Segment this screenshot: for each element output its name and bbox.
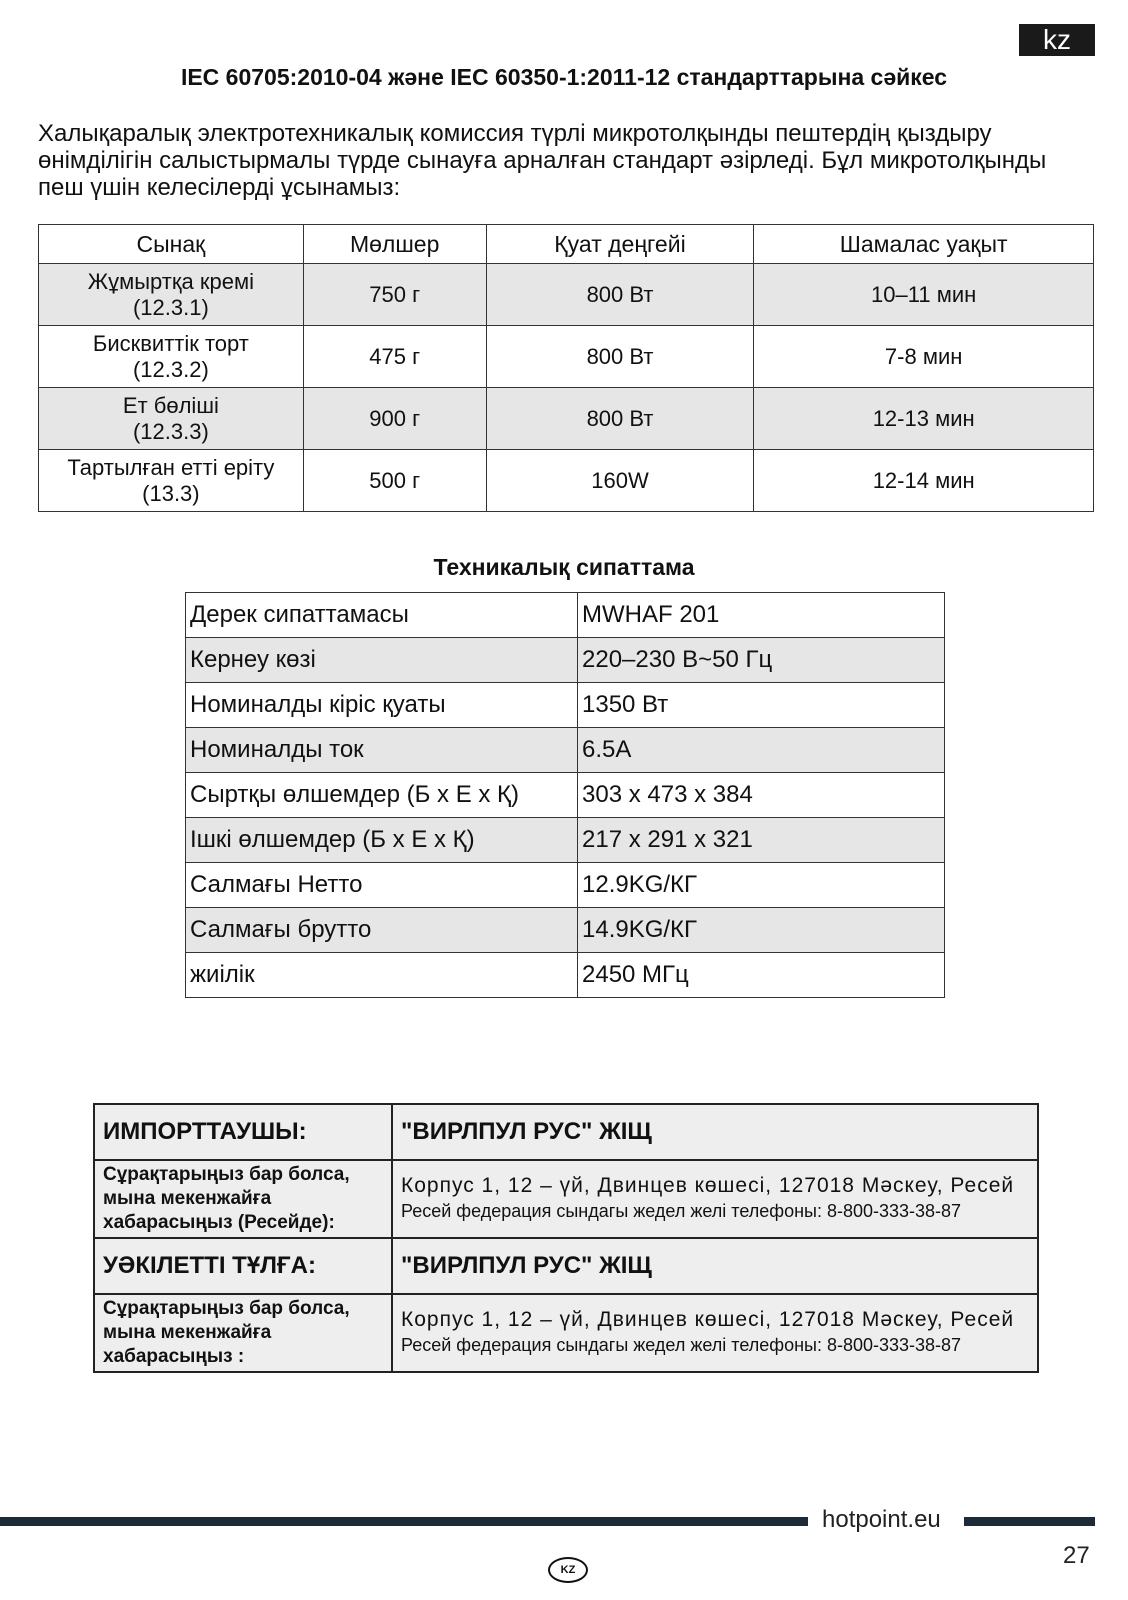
language-badge: kz <box>1019 24 1095 56</box>
page-number: 27 <box>1063 1542 1090 1569</box>
spec-label: Ішкі өлшемдер (Б х Е х Қ) <box>186 818 578 863</box>
test-name: Жұмыртқа кремі <box>87 268 254 294</box>
representative-label: УӘКІЛЕТТІ ТҰЛҒА: <box>94 1238 392 1294</box>
test-name-cell <box>39 264 304 326</box>
spec-row <box>186 773 945 818</box>
representative-phone: Ресей федерация сындагы жедел желі телефоны: 8-800-333-38-87 <box>401 1335 962 1355</box>
heating-tests-table <box>38 224 1094 512</box>
importer-address: Корпус 1, 12 – үй, Двинцев көшесі, 127018 Мәскеу, Ресей <box>401 1174 1015 1197</box>
test-name: Ет бөліші <box>122 392 219 418</box>
test-name-cell <box>39 326 304 388</box>
test-time: 12-13 мин <box>754 388 1094 450</box>
spec-label: жиілік <box>186 953 578 998</box>
spec-label: Номиналды ток <box>186 728 578 773</box>
test-amount: 900 г <box>303 388 486 450</box>
spec-value: 220–230 В~50 Гц <box>578 638 945 683</box>
spec-label: Салмағы Нетто <box>186 863 578 908</box>
brand-url: hotpoint.eu <box>822 1506 941 1533</box>
spec-row <box>186 818 945 863</box>
test-name-cell <box>39 450 304 512</box>
spec-value: 6.5A <box>578 728 945 773</box>
test-power: 160W <box>486 450 754 512</box>
footer-bar-right <box>964 1517 1095 1526</box>
spec-value: 217 x 291 x 321 <box>578 818 945 863</box>
test-amount: 475 г <box>303 326 486 388</box>
spec-row <box>186 863 945 908</box>
test-ref: (13.3) <box>142 480 200 506</box>
standard-title: IEC 60705:2010-04 және IEC 60350-1:2011-12 стандарттарына сәйкес <box>180 64 948 90</box>
column-header-time: Шамалас уақыт <box>754 225 1094 264</box>
test-name-cell <box>39 388 304 450</box>
technical-specs-title: Техникалық сипаттама <box>433 554 695 580</box>
spec-label: Номиналды кіріс қуаты <box>186 683 578 728</box>
spec-label: Сыртқы өлшемдер (Б х Е х Қ) <box>186 773 578 818</box>
spec-row <box>186 683 945 728</box>
table-row <box>39 326 1094 388</box>
importer-details-row <box>94 1160 1038 1238</box>
test-time: 7-8 мин <box>754 326 1094 388</box>
column-header-power: Қуат деңгейі <box>486 225 754 264</box>
spec-row <box>186 638 945 683</box>
spec-row <box>186 908 945 953</box>
test-ref: (12.3.3) <box>132 418 209 444</box>
contact-table <box>93 1103 1039 1373</box>
spec-value: 303 x 473 x 384 <box>578 773 945 818</box>
spec-value: 2450 МГц <box>578 953 945 998</box>
column-header-amount: Мөлшер <box>303 225 486 264</box>
test-ref: (12.3.2) <box>132 356 209 382</box>
test-time: 10–11 мин <box>754 264 1094 326</box>
table-header-row <box>39 225 1094 264</box>
table-row <box>39 388 1094 450</box>
test-power: 800 Вт <box>486 388 754 450</box>
representative-details <box>392 1294 1038 1372</box>
representative-address: Корпус 1, 12 – үй, Двинцев көшесі, 127018 Мәскеу, Ресей <box>401 1308 1015 1331</box>
spec-value: 1350 Вт <box>578 683 945 728</box>
representative-row <box>94 1238 1038 1294</box>
spec-row <box>186 728 945 773</box>
importer-label: ИМПОРТТАУШЫ: <box>94 1104 392 1160</box>
representative-details-row <box>94 1294 1038 1372</box>
test-power: 800 Вт <box>486 326 754 388</box>
technical-specs-table <box>185 592 945 998</box>
test-ref: (12.3.1) <box>132 294 209 320</box>
test-time: 12-14 мин <box>754 450 1094 512</box>
column-header-test: Сынақ <box>39 225 304 264</box>
spec-row <box>186 953 945 998</box>
representative-query-label: Сұрақтарыңыз бар болса, мына мекенжайға хабарасыңыз : <box>94 1294 392 1372</box>
test-name: Тартылған етті еріту <box>67 454 275 480</box>
test-power: 800 Вт <box>486 264 754 326</box>
importer-phone: Ресей федерация сындагы жедел желі телефоны: 8-800-333-38-87 <box>401 1201 962 1221</box>
table-row <box>39 450 1094 512</box>
test-name: Бисквиттік торт <box>92 330 249 356</box>
test-amount: 750 г <box>303 264 486 326</box>
table-row <box>39 264 1094 326</box>
representative-name: "ВИРЛПУЛ РУС" ЖІЩ <box>392 1238 1038 1294</box>
importer-query-label: Сұрақтарыңыз бар болса, мына мекенжайға хабарасыңыз (Ресейде): <box>94 1160 392 1238</box>
footer-bar-left <box>0 1517 808 1526</box>
importer-row <box>94 1104 1038 1160</box>
spec-label: Дерек сипаттамасы <box>186 593 578 638</box>
spec-label: Кернеу көзі <box>186 638 578 683</box>
spec-label: Салмағы брутто <box>186 908 578 953</box>
language-oval-icon: KZ <box>548 1557 588 1583</box>
test-amount: 500 г <box>303 450 486 512</box>
importer-details <box>392 1160 1038 1238</box>
intro-paragraph: Халықаралық электротехникалық комиссия түрлі микротолқынды пештердің қыздыру өнімділігін салыстырмалы түрде сынауға арналған стандарт әзірледі. Бұл микротолқынды пеш үшін келесілерді ұсынамыз: <box>38 120 1047 201</box>
importer-name: "ВИРЛПУЛ РУС" ЖІЩ <box>392 1104 1038 1160</box>
spec-row <box>186 593 945 638</box>
spec-value: 12.9KG/КГ <box>578 863 945 908</box>
spec-value: MWHAF 201 <box>578 593 945 638</box>
spec-value: 14.9KG/КГ <box>578 908 945 953</box>
